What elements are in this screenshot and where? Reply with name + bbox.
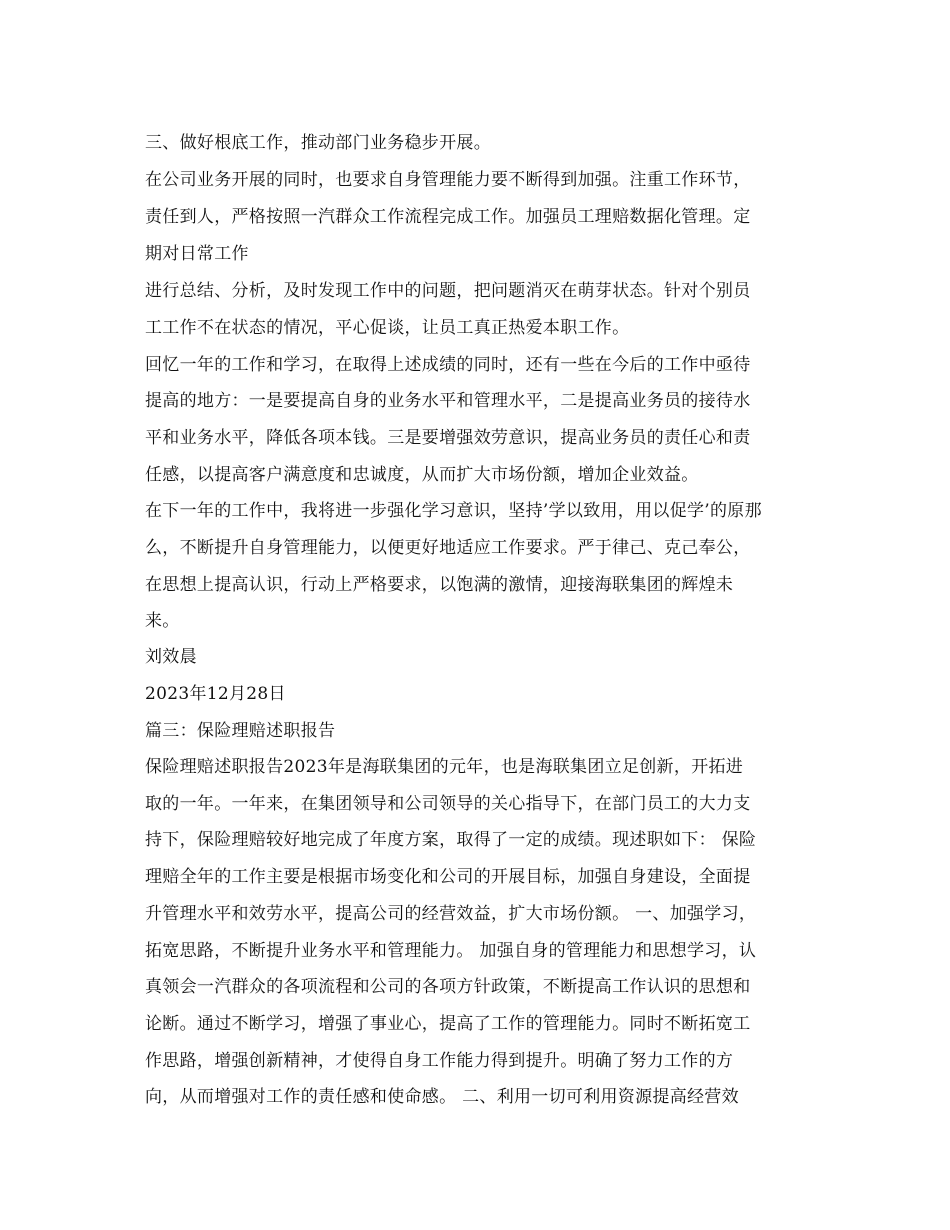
text-line: 平和业务水平，降低各项本钱。三是要增强效劳意识，提高业务员的责任心和责 [145, 428, 751, 448]
text-line: 作思路，增强创新精神，才使得自身工作能力得到提升。明确了努力工作的方 [145, 1051, 734, 1071]
text-line: 真领会一汽群众的各项流程和公司的各项方针政策，不断提高工作认识的思想和 [145, 977, 751, 997]
text-line: 进行总结、分析，及时发现工作中的问题，把问题消灭在萌芽状态。针对个别员 [145, 281, 751, 301]
text-line: 责任到人，严格按照一汽群众工作流程完成工作。加强员工理赔数据化管理。定 [145, 207, 751, 227]
signature-date: 2023年12月28日 [145, 684, 286, 704]
text-line: 期对日常工作 [145, 244, 249, 264]
text-line: 取的一年。一年来，在集团领导和公司领导的关心指导下，在部门员工的大力支 [145, 794, 751, 814]
text-line: 升管理水平和效劳水平，提高公司的经营效益，扩大市场份额。 一、加强学习， [145, 904, 757, 924]
text-line: 么，不断提升自身管理能力，以便更好地适应工作要求。严于律己、克己奉公， [145, 538, 751, 558]
signature-name: 刘效晨 [145, 647, 197, 667]
text-line: 回忆一年的工作和学习，在取得上述成绩的同时，还有一些在今后的工作中亟待 [145, 355, 751, 375]
text-line: 工工作不在状态的情况，平心促谈，让员工真正热爱本职工作。 [145, 318, 630, 338]
text-line: 保险理赔述职报告2023年是海联集团的元年，也是海联集团立足创新，开拓进 [145, 757, 744, 777]
text-line: 来。 [145, 611, 180, 631]
chapter-title: 篇三：保险理赔述职报告 [145, 721, 336, 741]
text-line: 在下一年的工作中，我将进一步强化学习意识，坚持’学以致用，用以促学’的原那 [145, 501, 762, 521]
section-heading: 三、做好根底工作，推动部门业务稳步开展。 [145, 133, 491, 153]
text-line: 理赔全年的工作主要是根据市场变化和公司的开展目标，加强自身建设，全面提 [145, 867, 751, 887]
text-line: 任感，以提高客户满意度和忠诚度，从而扩大市场份额，增加企业效益。 [145, 465, 699, 485]
text-line: 在思想上提高认识，行动上严格要求，以饱满的激情，迎接海联集团的辉煌未 [145, 575, 734, 595]
text-line: 拓宽思路，不断提升业务水平和管理能力。 加强自身的管理能力和思想学习，认 [145, 941, 757, 961]
text-line: 提高的地方：一是要提高自身的业务水平和管理水平，二是提高业务员的接待水 [145, 391, 751, 411]
text-line: 持下，保险理赔较好地完成了年度方案，取得了一定的成绩。现述职如下： 保险 [145, 830, 757, 850]
text-line: 在公司业务开展的同时，也要求自身管理能力要不断得到加强。注重工作环节， [145, 170, 751, 190]
text-line: 论断。通过不断学习，增强了事业心，提高了工作的管理能力。同时不断拓宽工 [145, 1014, 751, 1034]
text-line: 向，从而增强对工作的责任感和使命感。 二、利用一切可利用资源提高经营效 [145, 1087, 739, 1107]
